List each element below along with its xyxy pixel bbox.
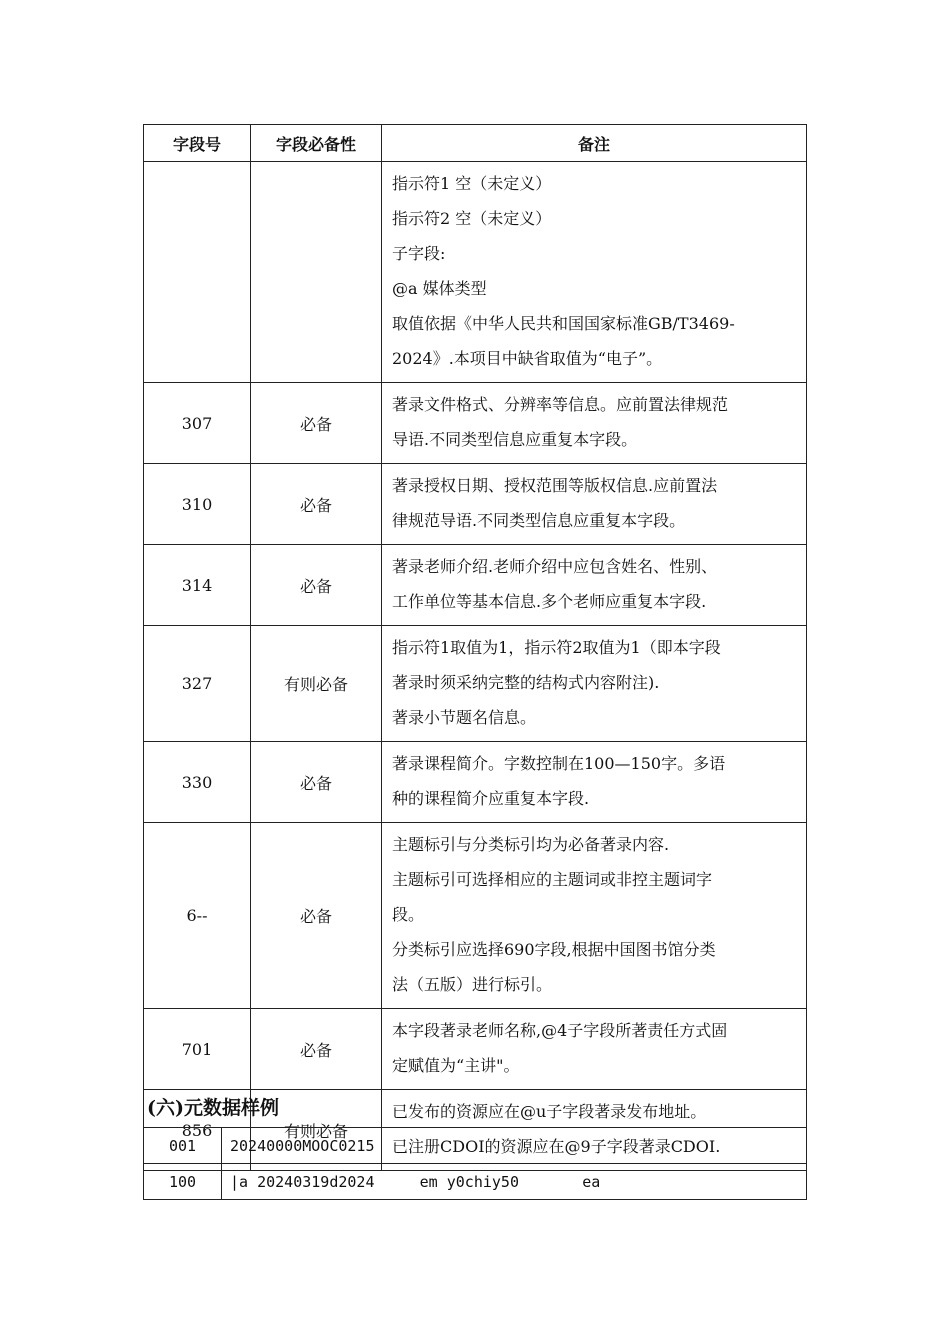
notes-cell (382, 545, 807, 626)
sample-value-cell: 20240000MOOC0215 (222, 1128, 807, 1164)
notes-cell (382, 162, 807, 383)
sample-tag-cell: 100 (144, 1164, 222, 1200)
field-number-cell: 310 (144, 464, 251, 545)
notes-cell (382, 626, 807, 742)
note-line: 已发布的资源应在@u子字段著录发布地址。 (392, 1102, 707, 1121)
requirement-cell: 必备 (251, 383, 382, 464)
requirement-cell: 有则必备 (251, 626, 382, 742)
header-notes: 备注 (382, 125, 807, 162)
table-row (144, 823, 807, 1009)
requirement-cell: 必备 (251, 742, 382, 823)
notes-cell (382, 464, 807, 545)
field-number-cell: 314 (144, 545, 251, 626)
field-number-cell (144, 162, 251, 383)
table-row (144, 464, 807, 545)
notes-cell (382, 823, 807, 1009)
field-number-cell: 307 (144, 383, 251, 464)
note-line: 著录授权日期、授权范围等版权信息.应前置法 (392, 476, 718, 495)
requirement-cell: 有则必备 (251, 1090, 382, 1171)
requirement-cell: 必备 (251, 823, 382, 1009)
note-line: 分类标引应选择690字段,根据中国图书馆分类 (392, 940, 716, 959)
table-row (144, 383, 807, 464)
requirement-cell: 必备 (251, 545, 382, 626)
sample-value-cell: |a 20240319d2024 em y0chiy50 ea (222, 1164, 807, 1200)
note-line: 工作单位等基本信息.多个老师应重复本字段. (392, 592, 707, 611)
table-row (144, 1009, 807, 1090)
note-line: @a 媒体类型 (392, 279, 487, 298)
section-heading: (六)元数据样例 (147, 1097, 279, 1119)
note-line: 本字段著录老师名称,@4子字段所著责任方式固 (392, 1021, 728, 1040)
field-number-cell: 330 (144, 742, 251, 823)
sample-row (144, 1164, 807, 1200)
field-number-cell: 327 (144, 626, 251, 742)
field-number-cell: 701 (144, 1009, 251, 1090)
note-line: 已注册CDOI的资源应在@9子字段著录CDOI. (392, 1137, 721, 1156)
note-line: 取值依据《中华人民共和国国家标准GB/T3469- (392, 314, 735, 333)
note-line: 主题标引与分类标引均为必备著录内容. (392, 835, 670, 854)
table-row (144, 162, 807, 383)
table-row (144, 742, 807, 823)
notes-cell (382, 742, 807, 823)
note-line: 2024》.本项目中缺省取值为“电子”。 (392, 349, 663, 368)
note-line: 指示符1取值为1，指示符2取值为1（即本字段 (392, 638, 721, 657)
note-line: 著录文件格式、分辨率等信息。应前置法律规范 (392, 395, 729, 414)
header-requirement: 字段必备性 (251, 125, 382, 162)
requirement-cell (251, 162, 382, 383)
sample-tag-cell: 001 (144, 1128, 222, 1164)
metadata-sample-table (143, 1127, 807, 1200)
table-row (144, 545, 807, 626)
note-line: 指示符2 空（未定义） (392, 209, 552, 228)
sample-row (144, 1128, 807, 1164)
header-field-number: 字段号 (144, 125, 251, 162)
note-line: 著录老师介绍.老师介绍中应包含姓名、性别、 (392, 557, 718, 576)
requirement-cell: 必备 (251, 1009, 382, 1090)
note-line: 导语.不同类型信息应重复本字段。 (392, 430, 638, 449)
notes-cell (382, 383, 807, 464)
note-line: 法（五版）进行标引。 (392, 975, 553, 994)
table-row (144, 626, 807, 742)
note-line: 段。 (392, 905, 425, 924)
field-number-cell: 856 (144, 1090, 251, 1171)
field-number-cell: 6-- (144, 823, 251, 1009)
note-line: 指示符1 空（未定义） (392, 174, 552, 193)
notes-cell (382, 1009, 807, 1090)
note-line: 定赋值为“主讲"。 (392, 1056, 520, 1075)
requirement-cell: 必备 (251, 464, 382, 545)
note-line: 种的课程简介应重复本字段. (392, 789, 590, 808)
note-line: 著录时须采纳完整的结构式内容附注). (392, 673, 660, 692)
note-line: 著录课程简介。字数控制在100—150字。多语 (392, 754, 726, 773)
note-line: 子字段: (392, 244, 446, 263)
note-line: 主题标引可选择相应的主题词或非控主题词字 (392, 870, 713, 889)
table-header-row (144, 125, 807, 162)
note-line: 律规范导语.不同类型信息应重复本字段。 (392, 511, 686, 530)
field-requirements-table (143, 124, 807, 1171)
note-line: 著录小节题名信息。 (392, 708, 537, 727)
